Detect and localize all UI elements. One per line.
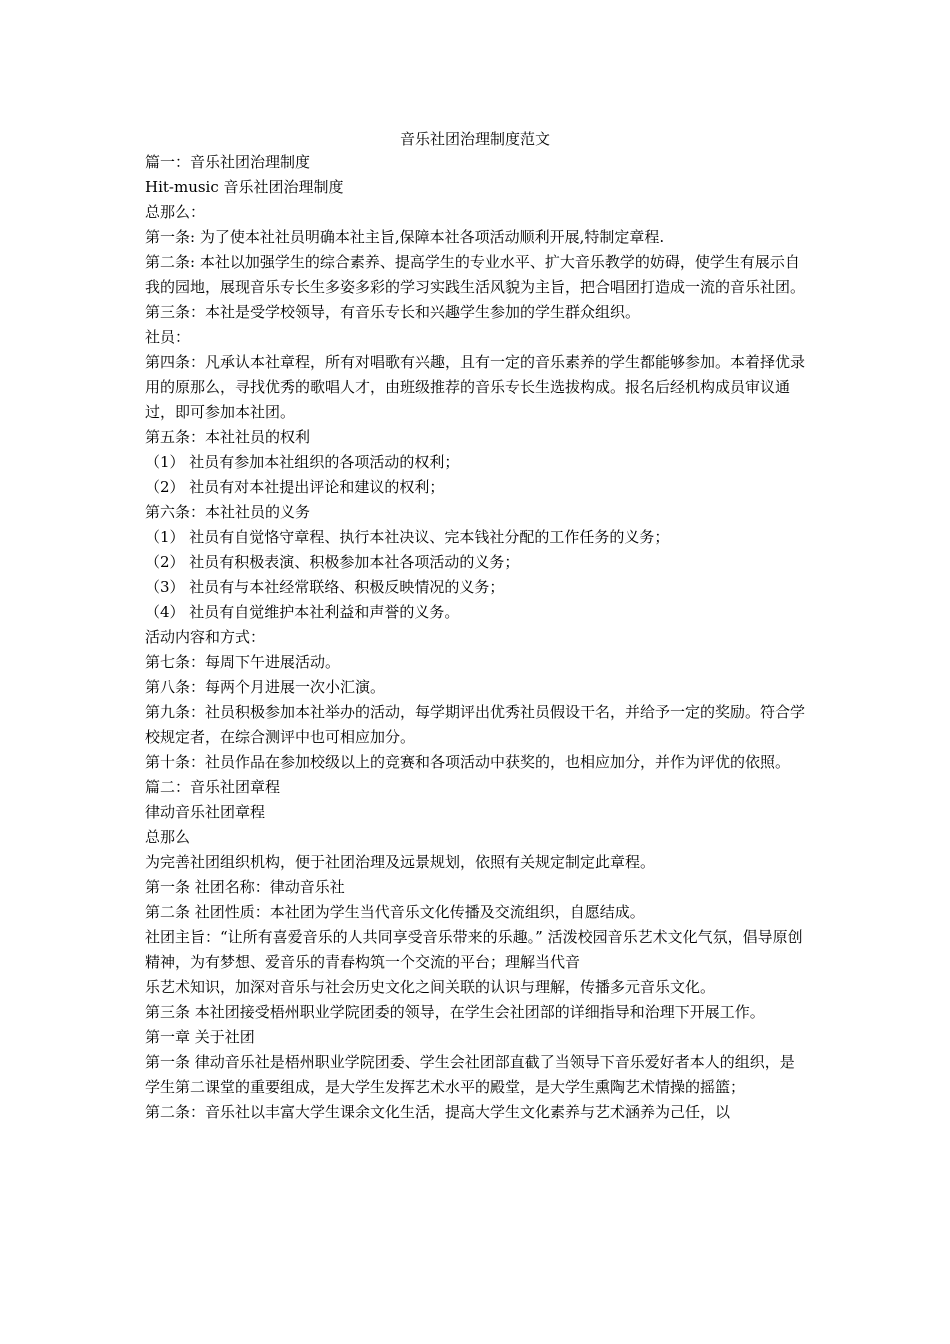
document-body xyxy=(145,150,805,1125)
paragraph: （4） 社员有自觉维护本社利益和声誉的义务。 xyxy=(145,603,460,621)
paragraph: （1） 社员有自觉恪守章程、执行本社决议、完本钱社分配的工作任务的义务； xyxy=(145,528,670,546)
paragraph: 律动音乐社团章程 xyxy=(145,803,266,821)
document-title: 音乐社团治理制度范文 xyxy=(399,130,550,148)
paragraph: 第八条：每两个月进展一次小汇演。 xyxy=(145,678,386,696)
paragraph: 第三条：本社是受学校领导，有音乐专长和兴趣学生参加的学生群众组织。 xyxy=(145,303,641,321)
paragraph: 社团主旨：“让所有喜爱音乐的人共同享受音乐带来的乐趣。” 活泼校园音乐艺术文化气氛，倡导原创精神，为有梦想、爱音乐的青春构筑一个交流的平台；理解当代音 xyxy=(145,928,803,971)
paragraph: 乐艺术知识，加深对音乐与社会历史文化之间关联的认识与理解，传播多元音乐文化。 xyxy=(145,978,716,996)
paragraph: 第四条：凡承认本社章程，所有对唱歌有兴趣，且有一定的音乐素养的学生都能够参加。本着择优录用的原那么，寻找优秀的歌唱人才，由班级推荐的音乐专长生选拔构成。报名后经机构成员审议通过，即可参加本社团。 xyxy=(145,353,806,421)
paragraph: 第一条 律动音乐社是梧州职业学院团委、学生会社团部直截了当领导下音乐爱好者本人的组织，是学生第二课堂的重要组成，是大学生发挥艺术水平的殿堂，是大学生熏陶艺术情操的摇篮； xyxy=(145,1053,795,1096)
paragraph: Hit-music 音乐社团治理制度 xyxy=(145,178,344,196)
paragraph: （1） 社员有参加本社组织的各项活动的权利； xyxy=(145,453,460,471)
paragraph: （3） 社员有与本社经常联络、积极反映情况的义务； xyxy=(145,578,505,596)
paragraph: 活动内容和方式： xyxy=(145,628,266,646)
paragraph: 总那么： xyxy=(145,203,206,221)
paragraph: 第三条 本社团接受梧州职业学院团委的领导，在学生会社团部的详细指导和治理下开展工作。 xyxy=(145,1003,765,1021)
paragraph: 第七条：每周下午进展活动。 xyxy=(145,653,341,671)
paragraph: 第六条：本社社员的义务 xyxy=(145,503,311,521)
paragraph: 第一条: 为了使本社社员明确本社主旨,保障本社各项活动顺利开展,特制定章程. xyxy=(145,228,665,246)
paragraph: （2） 社员有对本社提出评论和建议的权利； xyxy=(145,478,445,496)
paragraph: 总那么 xyxy=(145,828,191,846)
paragraph: 第二条 社团性质：本社团为学生当代音乐文化传播及交流组织，自愿结成。 xyxy=(145,903,645,921)
paragraph: （2） 社员有积极表演、积极参加本社各项活动的义务； xyxy=(145,553,520,571)
paragraph: 篇一：音乐社团治理制度 xyxy=(145,153,311,171)
paragraph: 为完善社团组织机构，便于社团治理及远景规划，依照有关规定制定此章程。 xyxy=(145,853,656,871)
paragraph: 篇二：音乐社团章程 xyxy=(145,778,281,796)
paragraph: 第二条: 本社以加强学生的综合素养、提高学生的专业水平、扩大音乐教学的妨碍，使学生有展示自我的园地，展现音乐专长生多姿多彩的学习实践生活风貌为主旨，把合唱团打造成一流的音乐社团。 xyxy=(145,253,806,296)
paragraph: 社员： xyxy=(145,328,191,346)
paragraph: 第十条：社员作品在参加校级以上的竞赛和各项活动中获奖的，也相应加分，并作为评优的依照。 xyxy=(145,753,791,771)
paragraph: 第二条：音乐社以丰富大学生课余文化生活，提高大学生文化素养与艺术涵养为己任，以 xyxy=(145,1103,731,1121)
paragraph: 第一章 关于社团 xyxy=(145,1028,255,1046)
paragraph: 第五条：本社社员的权利 xyxy=(145,428,311,446)
paragraph: 第一条 社团名称：律动音乐社 xyxy=(145,878,345,896)
paragraph: 第九条：社员积极参加本社举办的活动，每学期评出优秀社员假设干名，并给予一定的奖励。符合学校规定者，在综合测评中也可相应加分。 xyxy=(145,703,806,746)
